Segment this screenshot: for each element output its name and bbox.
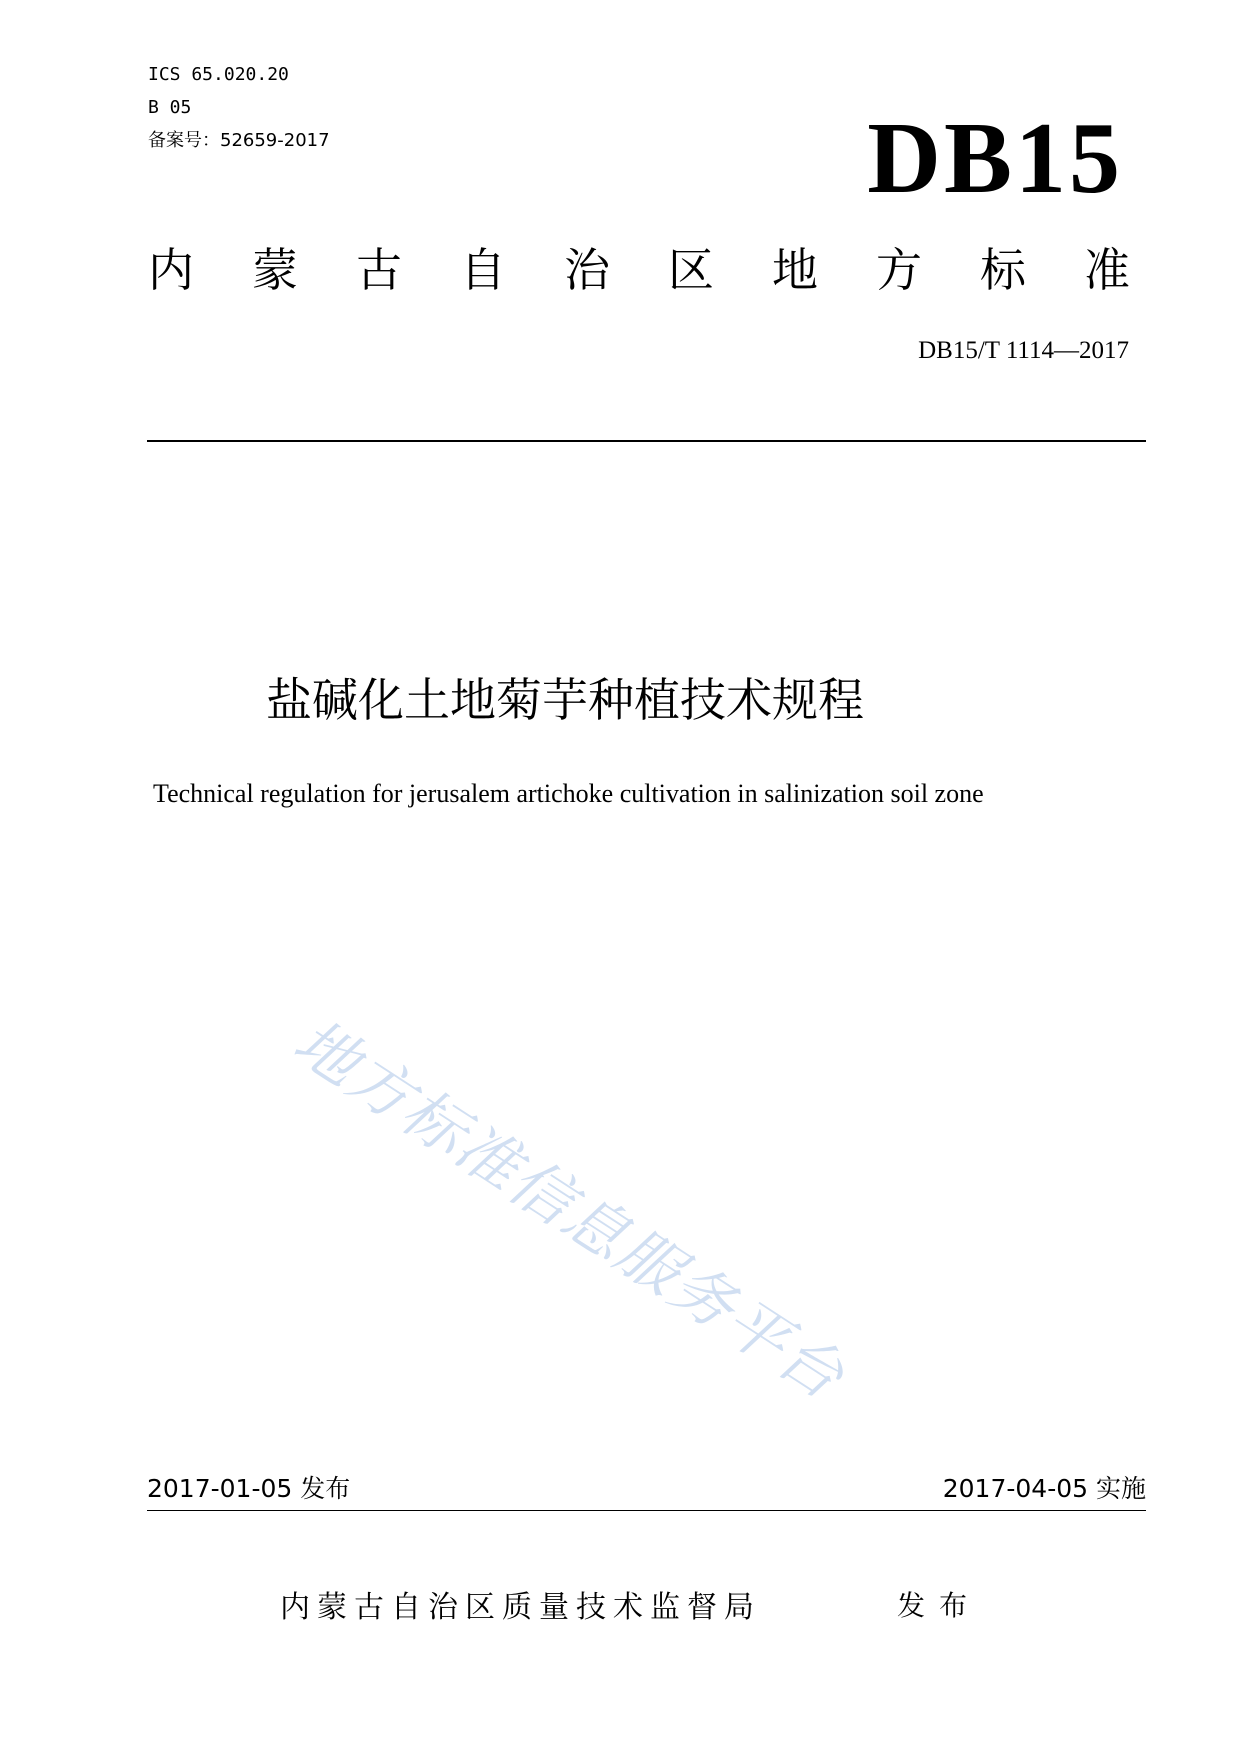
watermark: 地方标准信息服务平台 [281, 1004, 858, 1415]
standard-type-char: 治 [564, 243, 610, 297]
standard-type-char: 方 [876, 243, 922, 297]
standard-type-char: 自 [460, 243, 506, 297]
standard-type-char: 准 [1084, 243, 1130, 297]
issue-label: 发布 [897, 1589, 982, 1622]
standard-type-char: 蒙 [252, 243, 298, 297]
document-title-en: Technical regulation for jerusalem artichoke cultivation in salinization soil zone [153, 779, 984, 808]
header-divider [147, 440, 1146, 442]
standard-type-char: 标 [980, 243, 1026, 297]
standard-type-char: 地 [772, 243, 818, 297]
standard-type-char: 区 [668, 243, 714, 297]
footer-divider [147, 1510, 1146, 1511]
implementation-date: 2017-04-05 实施 [942, 1474, 1146, 1503]
filing-number: 备案号：52659-2017 [148, 130, 330, 151]
issuing-authority: 内蒙古自治区质量技术监督局 [280, 1590, 761, 1625]
ics-code: ICS 65.020.20 [148, 64, 289, 85]
issue-date: 2017-01-05 发布 [147, 1474, 351, 1503]
standard-type-char: 内 [148, 243, 194, 297]
db-logo: DB15 [867, 102, 1123, 215]
ccs-code: B 05 [148, 97, 192, 118]
document-title-cn: 盐碱化土地菊芋种植技术规程 [266, 673, 864, 727]
standard-type-heading [148, 242, 1130, 298]
standard-number: DB15/T 1114—2017 [918, 337, 1129, 364]
standard-type-char: 古 [356, 243, 402, 297]
